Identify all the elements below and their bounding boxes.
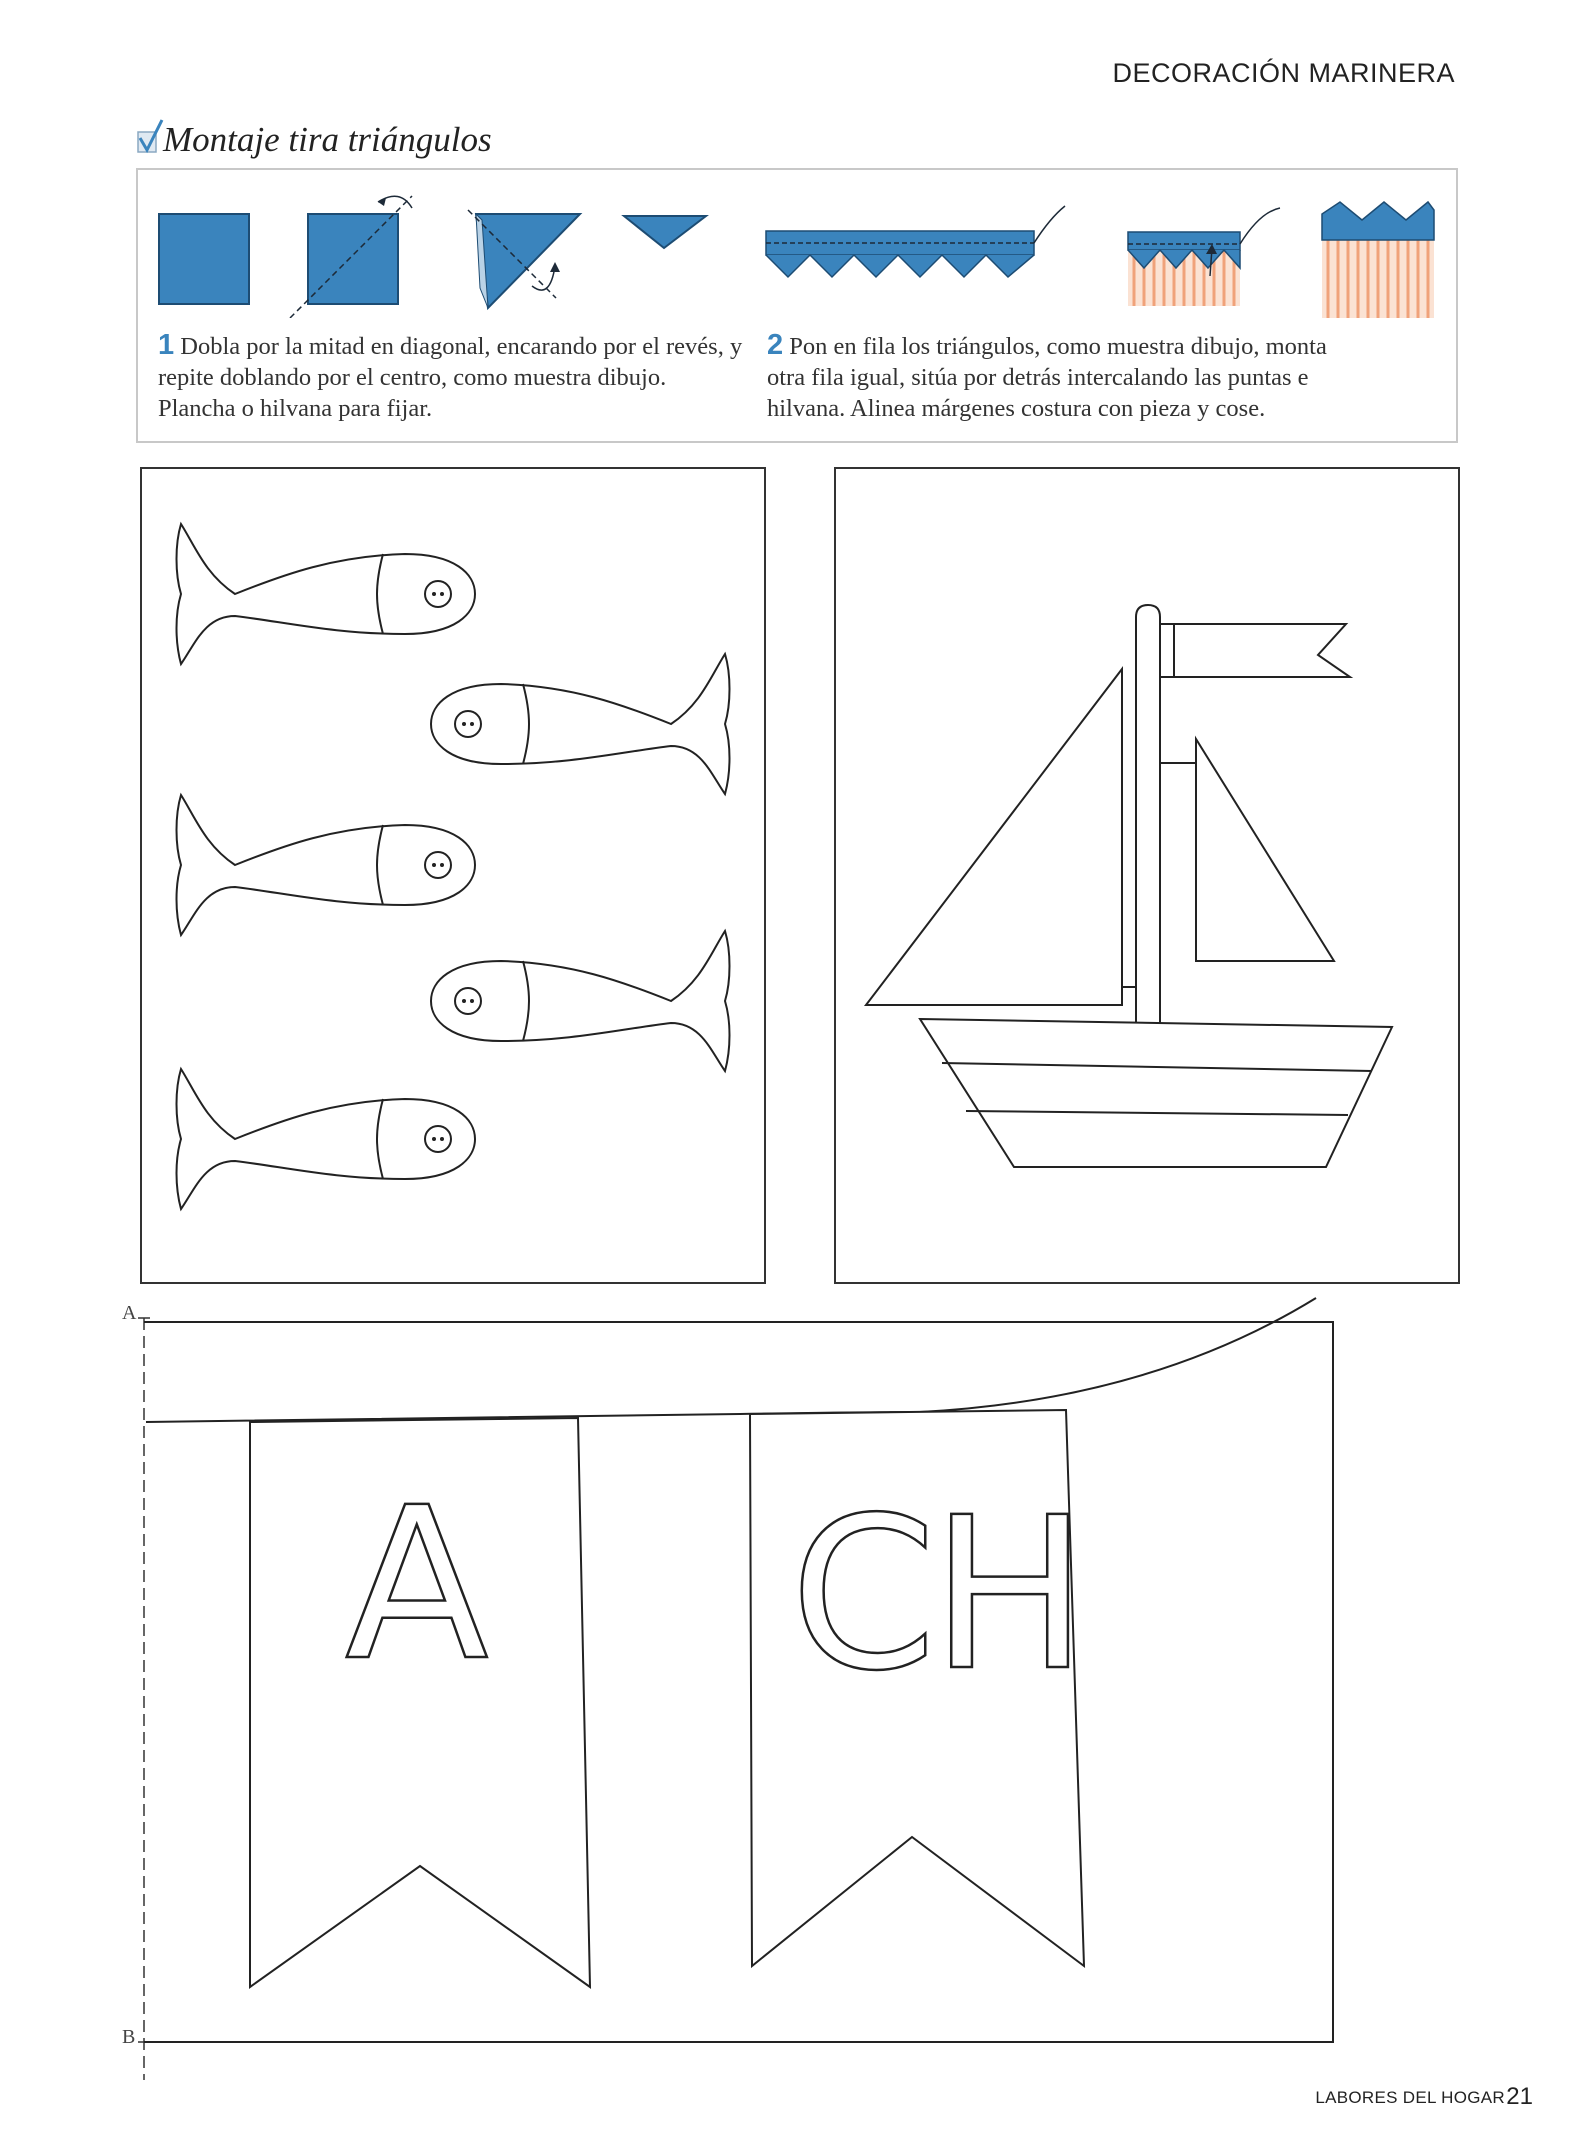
half-fold-icon [468, 210, 580, 308]
triangle-row-icon [766, 206, 1065, 277]
step-2-text: Pon en fila los triángulos, como muestra dibujo, monta otra fila igual, sitúa por detrás intercalando las puntas e hilvana. Alinea márgenes costura con pieza y cose. [767, 333, 1327, 422]
fish-2 [431, 654, 730, 794]
magazine-name: LABORES DEL HOGAR [1315, 2088, 1505, 2107]
fish-patterns [140, 467, 766, 1284]
fish-3 [177, 795, 476, 935]
marker-b: B [122, 2026, 136, 2048]
step-1 [158, 330, 748, 424]
sailboat-pattern [834, 467, 1460, 1284]
step-2 [767, 330, 1357, 424]
instructions-title: Montaje tira triángulos [163, 120, 492, 159]
step-1-text: Dobla por la mitad en diagonal, encarando por el revés, y repite doblando por el centro, como muestra dibujo. Plancha o hilvana para fijar. [158, 333, 743, 422]
small-triangle-icon [624, 216, 706, 248]
page-number: 21 [1506, 2083, 1533, 2110]
step-1-number: 1 [158, 329, 175, 361]
folding-steps-illustration [150, 188, 1450, 318]
fish-5 [177, 1069, 476, 1209]
fabric-square-icon [159, 214, 249, 304]
step-2-number: 2 [767, 329, 784, 361]
fish-1 [177, 524, 476, 664]
pennant-pattern [100, 1290, 1350, 2090]
marker-a: A [122, 1302, 137, 1324]
finished-edge-icon [1322, 202, 1434, 318]
checkmark-icon [136, 118, 166, 160]
section-header: DECORACIÓN MARINERA [1112, 58, 1455, 88]
pennant-letter-ch: CH [790, 1472, 1083, 1717]
fish-4 [431, 931, 730, 1071]
pennant-letter-a: A [345, 1462, 489, 1707]
attach-strip-icon [1128, 208, 1280, 306]
diagonal-fold-icon [290, 196, 412, 318]
